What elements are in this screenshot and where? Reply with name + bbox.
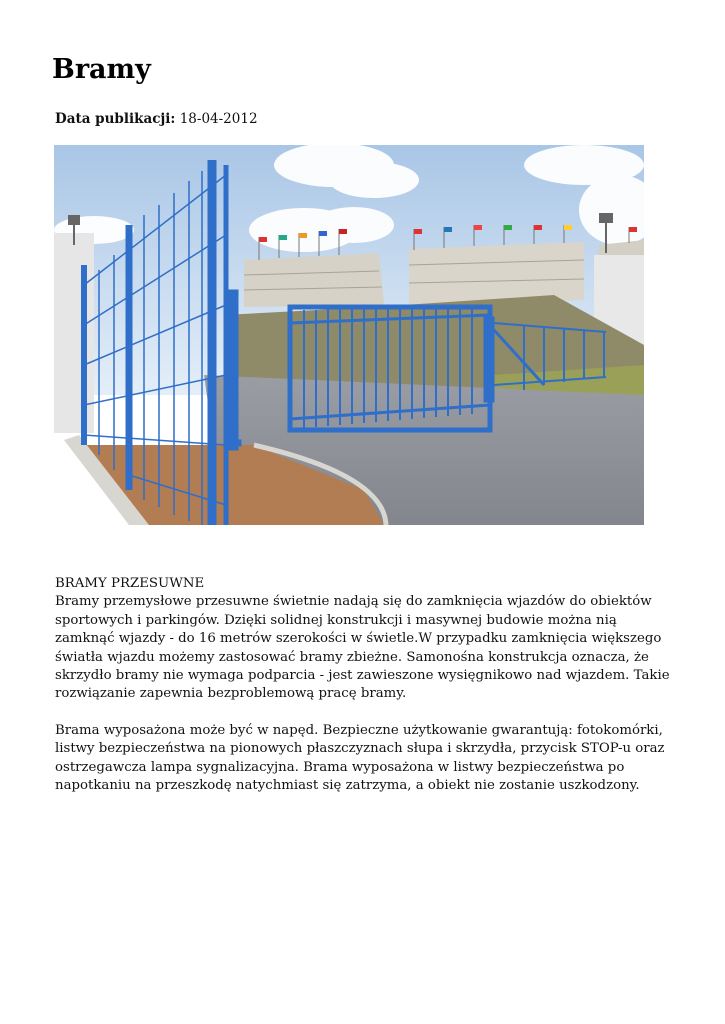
page-title: Bramy [52,54,151,85]
publication-date-label: Data publikacji: [55,111,176,127]
article-heading: BRAMY PRZESUWNE [55,576,205,591]
article-paragraph-2: Brama wyposażona może być w napęd. Bezpieczne użytkowanie gwarantują: fotokomórki, listwy bezpieczeństwa na pionowych płaszczyznach słupa i skrzydła, przycisk STOP-u oraz ostrzegawcza lampa sygnalizacyjna. Brama wyposażona w listwy bezpieczeństwa po napotkaniu na przeszkodę natychmiast się zatrzyma, a obiekt nie zostanie uszkodzony. [55,722,665,794]
paragraph-spacer [55,704,675,722]
article-body [55,575,675,795]
publication-date [55,111,258,127]
publication-date-value: 18-04-2012 [179,111,258,127]
gate-photo [54,145,644,525]
article-paragraph-1: Bramy przemysłowe przesuwne świetnie nadają się do zamknięcia wjazdów do obiektów sportowych i parkingów. Dzięki solidnej konstrukcji i masywnej budowie można nią zamknąć wjazdy - do 16 metrów szerokości w świetle.W przypadku zamknięcia większego światła wjazdu możemy zastosować bramy zbieżne. Samonośna konstrukcja oznacza, że skrzydło bramy nie wymaga podparcia - jest zawieszone wysięgnikowo nad wjazdem. Takie rozwiązanie zapewnia bezproblemową pracę bramy. [55,594,670,702]
